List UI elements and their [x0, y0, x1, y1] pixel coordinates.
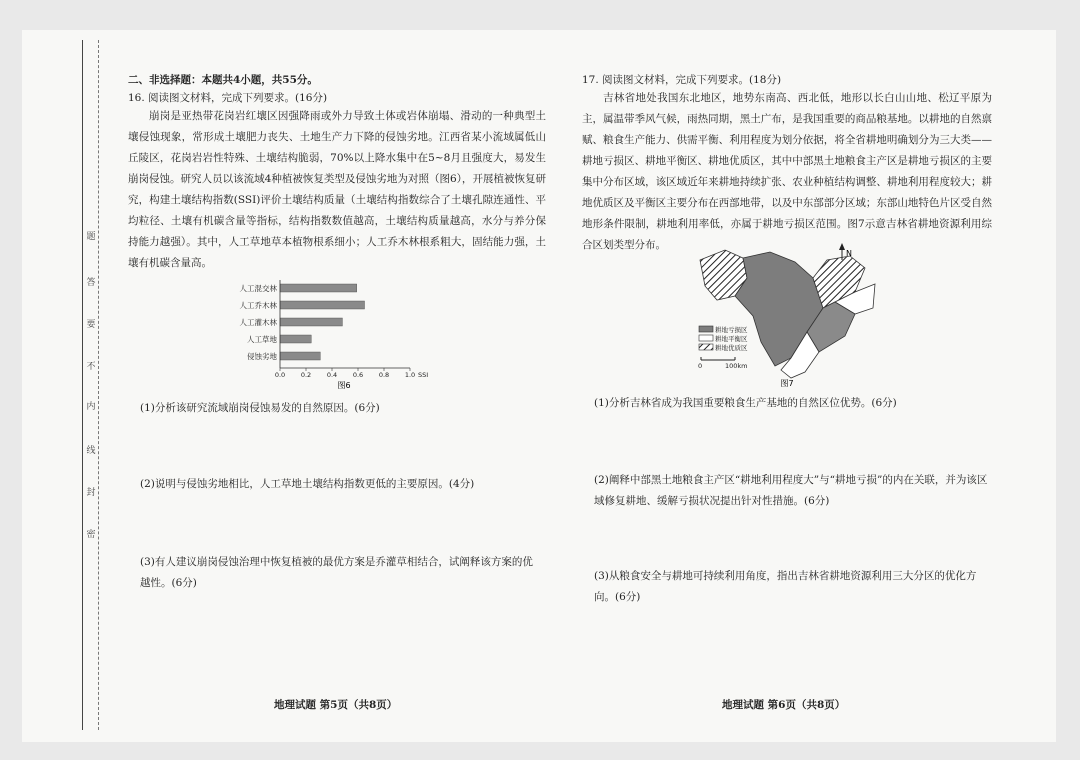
q16-part2: (2)说明与侵蚀劣地相比，人工草地土壤结构指数更低的主要原因。(4分) [140, 478, 475, 490]
x-tick-label: 1.0 [404, 371, 416, 379]
section-title: 二、非选择题：本题共4小题，共55分。 [128, 74, 318, 86]
x-tick-label: 0.0 [274, 371, 286, 379]
q17-part1: (1)分析吉林省成为我国重要粮食生产基地的自然区位优势。(6分) [594, 397, 897, 409]
binding-line [82, 40, 83, 730]
q17-body: 吉林省地处我国东北地区，地势东南高、西北低，地形以长白山山地、松辽平原为主，属温带季风气候，雨热同期，黑土广布，是我国重要的商品粮基地。以耕地的自然禀赋、粮食生产能力、供需平衡、利用程度为划分依据，将全省耕地明确划分为三大类——耕地亏损区、耕地平衡区、耕地优质区，其中中部黑土地粮食主产区是耕地亏损区的主要集中分布区域，该区域近年来耕地持续扩张、农业种植结构调整、耕地利用程度较大；耕地优质区及平衡区主要分布在西部地带，以及中东部部分区域；东部山地特色片区受自然地形条件限制，耕地利用率低，亦属于耕地亏损区范围。图7示意吉林省耕地资源利用综合区划类型分布。 [582, 92, 992, 251]
legend-swatch-deficit [699, 326, 713, 332]
q16-part1: (1)分析该研究流域崩岗侵蚀易发的自然原因。(6分) [140, 402, 380, 414]
binding-char: 线 [86, 446, 96, 456]
binding-char: 答 [86, 278, 96, 288]
legend-balance: 耕地平衡区 [715, 335, 748, 343]
legend-swatch-optimal [699, 344, 713, 350]
q16-part3: (3)有人建议崩岗侵蚀治理中恢复植被的最优方案是乔灌草相结合，试阐释该方案的优越性。(6分) [140, 556, 533, 589]
bar-category-label: 人工草地 [247, 335, 277, 344]
x-tick-label: 0.4 [326, 371, 338, 379]
bar-category-label: 人工乔木林 [239, 301, 277, 310]
bar-category-label: 人工混交林 [239, 284, 277, 293]
binding-char: 密 [86, 530, 96, 540]
legend-deficit: 耕地亏损区 [715, 326, 748, 334]
binding-char: 不 [86, 362, 96, 372]
binding-char: 要 [86, 320, 96, 330]
bar-category-label: 侵蚀劣地 [247, 352, 277, 361]
q16-body: 崩岗是亚热带花岗岩红壤区因强降雨或外力导致土体或岩体崩塌、滑动的一种典型土壤侵蚀现象，常形成土壤肥力丧失、土地生产力下降的侵蚀劣地。江西省某小流域属低山丘陵区，花岗岩岩性特殊、土壤结构脆弱，70%以上降水集中在5~8月且强度大，易发生崩岗侵蚀。研究人员以该流域4种植被恢复类型及侵蚀劣地为对照（图6），开展植被恢复研究，构建土壤结构指数(SSI)评价土壤结构质量（土壤结构指数综合了土壤孔隙连通性、平均粒径、土壤有机碳含量等指标，结构指数数值越高，土壤结构质量越高，水分与养分保持能力越强）。其中，人工草地草本植物根系细小；人工乔木林根系粗大，固结能力强，土壤有机碳含量高。 [128, 110, 546, 269]
bar-category-label: 人工灌木林 [239, 318, 277, 327]
q17-part2: (2)阐释中部黑土地粮食主产区“耕地利用程度大”与“耕地亏损”的内在关联，并为该区域修复耕地、缓解亏损状况提出针对性措施。(6分) [594, 474, 988, 507]
bar-0 [280, 284, 357, 292]
north-label: N [846, 249, 852, 258]
legend-optimal: 耕地优质区 [715, 344, 748, 352]
binding-char: 题 [86, 232, 96, 242]
fig7-caption: 图7 [780, 379, 794, 388]
right-footer: 地理试题 第6页（共8页） [722, 699, 846, 711]
svg-text:0: 0 [698, 362, 703, 370]
q17-part3: (3)从粮食安全与耕地可持续利用角度，指出吉林省耕地资源利用三大分区的优化方向。(6分) [594, 570, 977, 603]
q16-title: 16. 阅读图文材料，完成下列要求。(16分) [128, 92, 328, 104]
fig6-chart [225, 276, 445, 392]
binding-dashed-line [98, 40, 99, 730]
legend-swatch-balance [699, 335, 713, 341]
fig6-caption: 图6 [337, 381, 351, 390]
scale-label: 100km [725, 362, 748, 370]
binding-char: 内 [86, 402, 96, 412]
bar-2 [280, 318, 342, 326]
q17-title: 17. 阅读图文材料，完成下列要求。(18分) [582, 74, 782, 86]
bar-3 [280, 335, 311, 343]
binding-char: 封 [86, 488, 96, 498]
x-tick-label: 0.8 [378, 371, 390, 379]
x-tick-label: 0.2 [300, 371, 312, 379]
x-tick-label: 0.6 [352, 371, 364, 379]
left-footer: 地理试题 第5页（共8页） [274, 699, 398, 711]
x-axis-label: SSI [418, 371, 429, 379]
bar-4 [280, 352, 320, 360]
bar-1 [280, 301, 365, 309]
fig7-map [695, 238, 895, 390]
